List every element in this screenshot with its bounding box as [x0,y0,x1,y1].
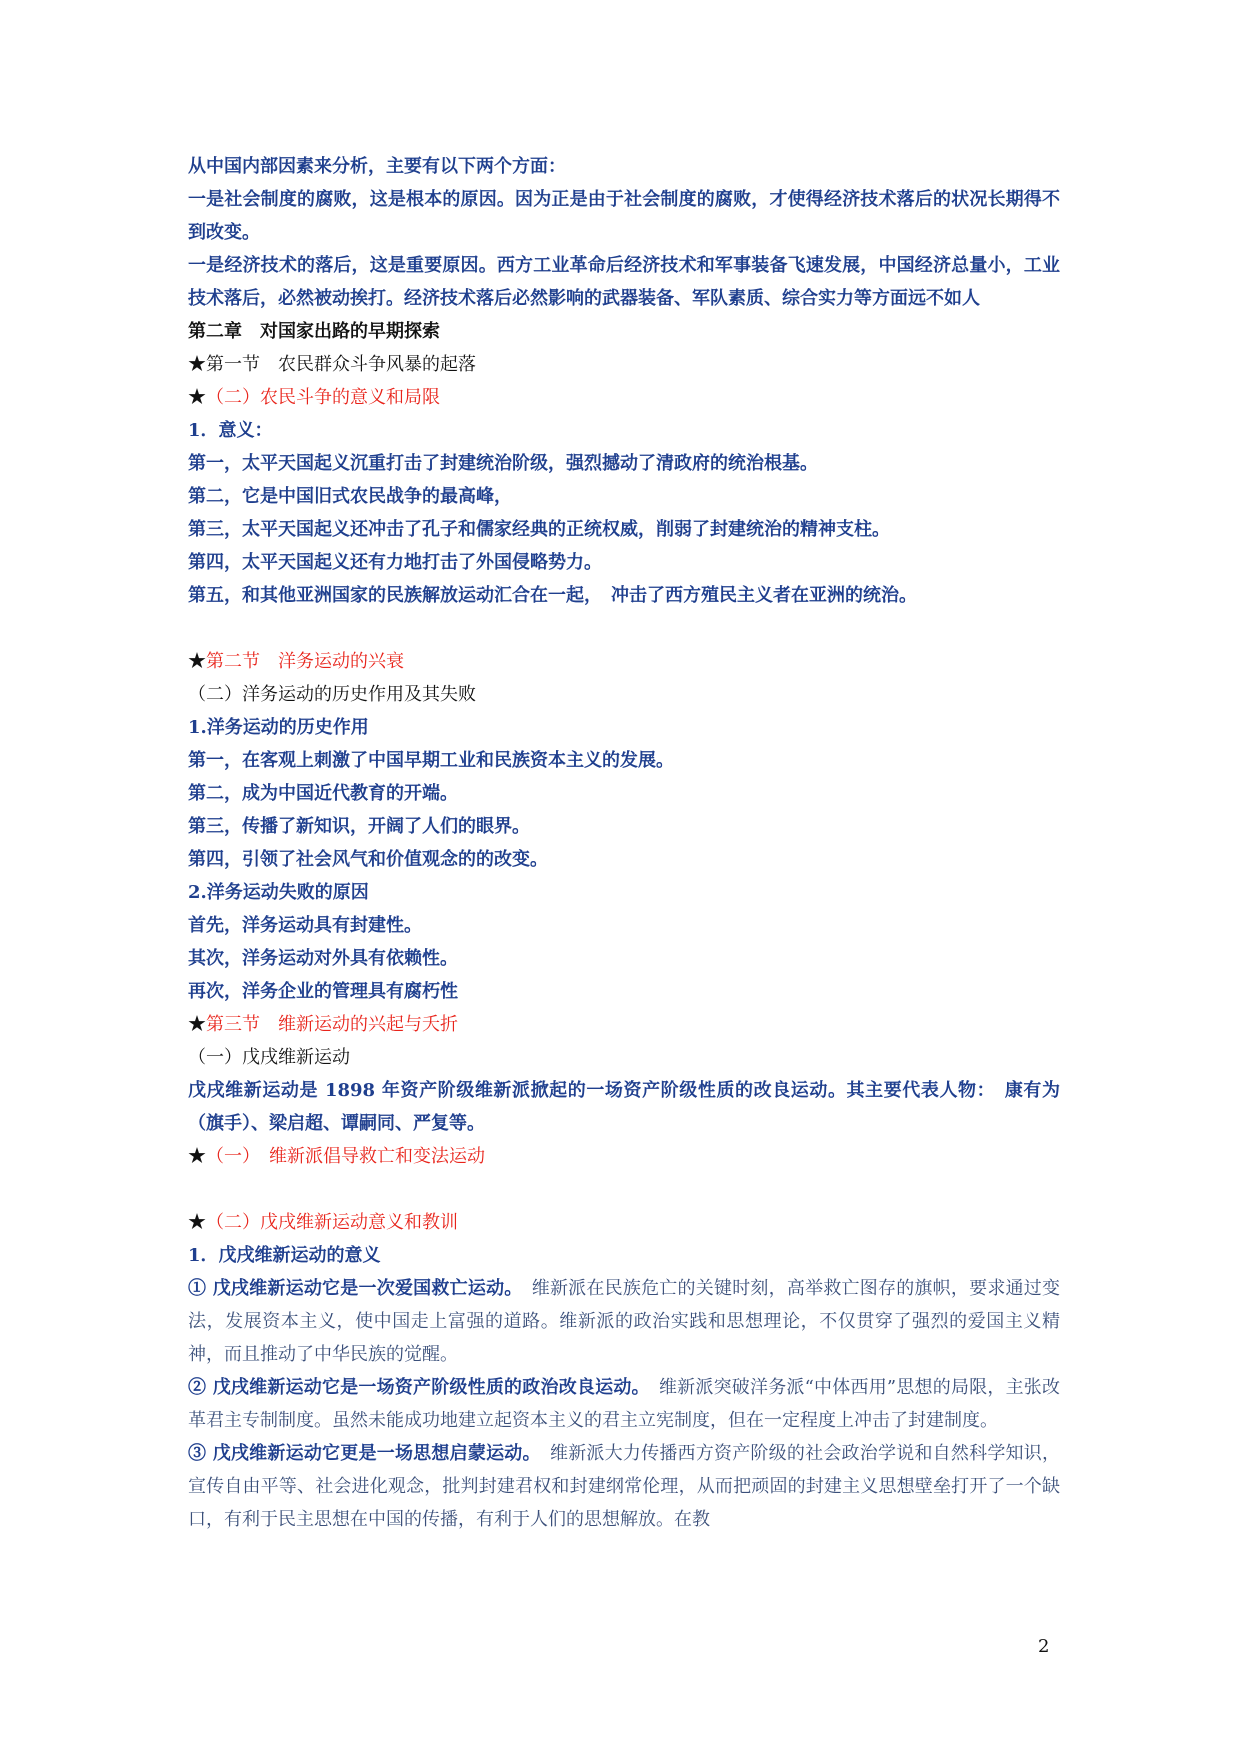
role-item: 第一，在客观上刺激了中国早期工业和民族资本主义的发展。 [188,750,674,771]
role-item: 第三，传播了新知识，开阔了人们的眼界。 [188,816,530,837]
document-page [188,150,1060,1536]
section-3-heading [188,1008,1060,1041]
section-1-title: 第一节 农民群众斗争风暴的起落 [206,354,476,375]
star-icon: ★ [188,1146,206,1167]
meaning-heading: 1．意义： [188,420,273,441]
star-icon: ★ [188,354,206,375]
reform-intro-paragraph: 戊戌维新运动是 1898 年资产阶级维新派掀起的一场资产阶级性质的改良运动。其主要代表人物： 康有为（旗手）、梁启超、谭嗣同、严复等。 [188,1080,1060,1134]
meaning-item: 第一，太平天国起义沉重打击了封建统治阶级，强烈撼动了清政府的统治根基。 [188,453,818,474]
reform-meaning-item-2 [188,1371,1060,1437]
reform-meaning-heading: 1．戊戌维新运动的意义 [188,1245,381,1266]
intro-point-2: 一是经济技术的落后，这是重要原因。西方工业革命后经济技术和军事装备飞速发展，中国经济总量小，工业技术落后，必然被动挨打。经济技术落后必然影响的武器装备、军队素质、综合实力等方面远不如人 [188,255,1060,309]
reform-meaning-item-1 [188,1272,1060,1371]
section-2-title: 第二节 洋务运动的兴衰 [206,651,404,672]
section-3-sub-heading: （一）戊戌维新运动 [188,1047,350,1068]
item-lead: ③ 戊戌维新运动它更是一场思想启蒙运动。 [188,1443,532,1464]
item-lead: ① 戊戌维新运动它是一次爱国救亡运动。 [188,1278,514,1299]
star-icon: ★ [188,651,206,672]
section-1-sub-title: （二）农民斗争的意义和局限 [206,387,440,408]
meaning-item: 第三，太平天国起义还冲击了孔子和儒家经典的正统权威，削弱了封建统治的精神支柱。 [188,519,890,540]
section-2-heading [188,645,1060,678]
item-text: 维新派大力传播西方资产阶级的社会政治学说和自然科学知识，宣传自由平等、社会进化观念，批判封建君权和封建纲常伦理，从而把顽固的封建主义思想壁垒打开了一个缺口，有利于民主思想在中国的传播，有利于人们的思想解放。在教 [188,1443,1061,1530]
spacer [188,1173,1060,1206]
intro-heading: 从中国内部因素来分析，主要有以下两个方面： [188,156,566,177]
reform-subsection-a-title: （一） 维新派倡导救亡和变法运动 [206,1146,485,1167]
section-1-sub-heading [188,381,1060,414]
intro-point-1: 一是社会制度的腐败，这是根本的原因。因为正是由于社会制度的腐败，才使得经济技术落后的状况长期得不到改变。 [188,189,1060,243]
failure-item: 其次，洋务运动对外具有依赖性。 [188,948,458,969]
meaning-item: 第四，太平天国起义还有力地打击了外国侵略势力。 [188,552,602,573]
reform-subsection-a [188,1140,1060,1173]
star-icon: ★ [188,387,206,408]
reform-subsection-b-title: （二）戊戌维新运动意义和教训 [206,1212,458,1233]
failure-heading: 2.洋务运动失败的原因 [188,882,369,903]
item-text: 维新派突破洋务派“中体西用”思想的局限，主张改革君主专制制度。虽然未能成功地建立起资本主义的君主立宪制度，但在一定程度上冲击了封建制度。 [188,1377,1061,1431]
meaning-item: 第五，和其他亚洲国家的民族解放运动汇合在一起， 冲击了西方殖民主义者在亚洲的统治。 [188,585,917,606]
section-3-title: 第三节 维新运动的兴起与夭折 [206,1014,458,1035]
meaning-item: 第二，它是中国旧式农民战争的最高峰， [188,486,512,507]
failure-item: 再次，洋务企业的管理具有腐朽性 [188,981,458,1002]
reform-meaning-item-3 [188,1437,1060,1536]
failure-item: 首先，洋务运动具有封建性。 [188,915,422,936]
page-number: 2 [1038,1636,1050,1657]
role-item: 第二，成为中国近代教育的开端。 [188,783,458,804]
section-2-sub-heading: （二）洋务运动的历史作用及其失败 [188,684,476,705]
role-item: 第四，引领了社会风气和价值观念的的改变。 [188,849,548,870]
star-icon: ★ [188,1014,206,1035]
item-text: 维新派在民族危亡的关键时刻，高举救亡图存的旗帜，要求通过变法，发展资本主义，使中国走上富强的道路。维新派的政治实践和思想理论，不仅贯穿了强烈的爱国主义精神，而且推动了中华民族的觉醒。 [188,1278,1060,1365]
chapter-title: 第二章 对国家出路的早期探索 [188,321,440,342]
spacer [188,612,1060,645]
star-icon: ★ [188,1212,206,1233]
item-lead: ② 戊戌维新运动它是一场资产阶级性质的政治改良运动。 [188,1377,641,1398]
reform-subsection-b [188,1206,1060,1239]
section-1-heading [188,348,1060,381]
role-heading: 1.洋务运动的历史作用 [188,717,369,738]
